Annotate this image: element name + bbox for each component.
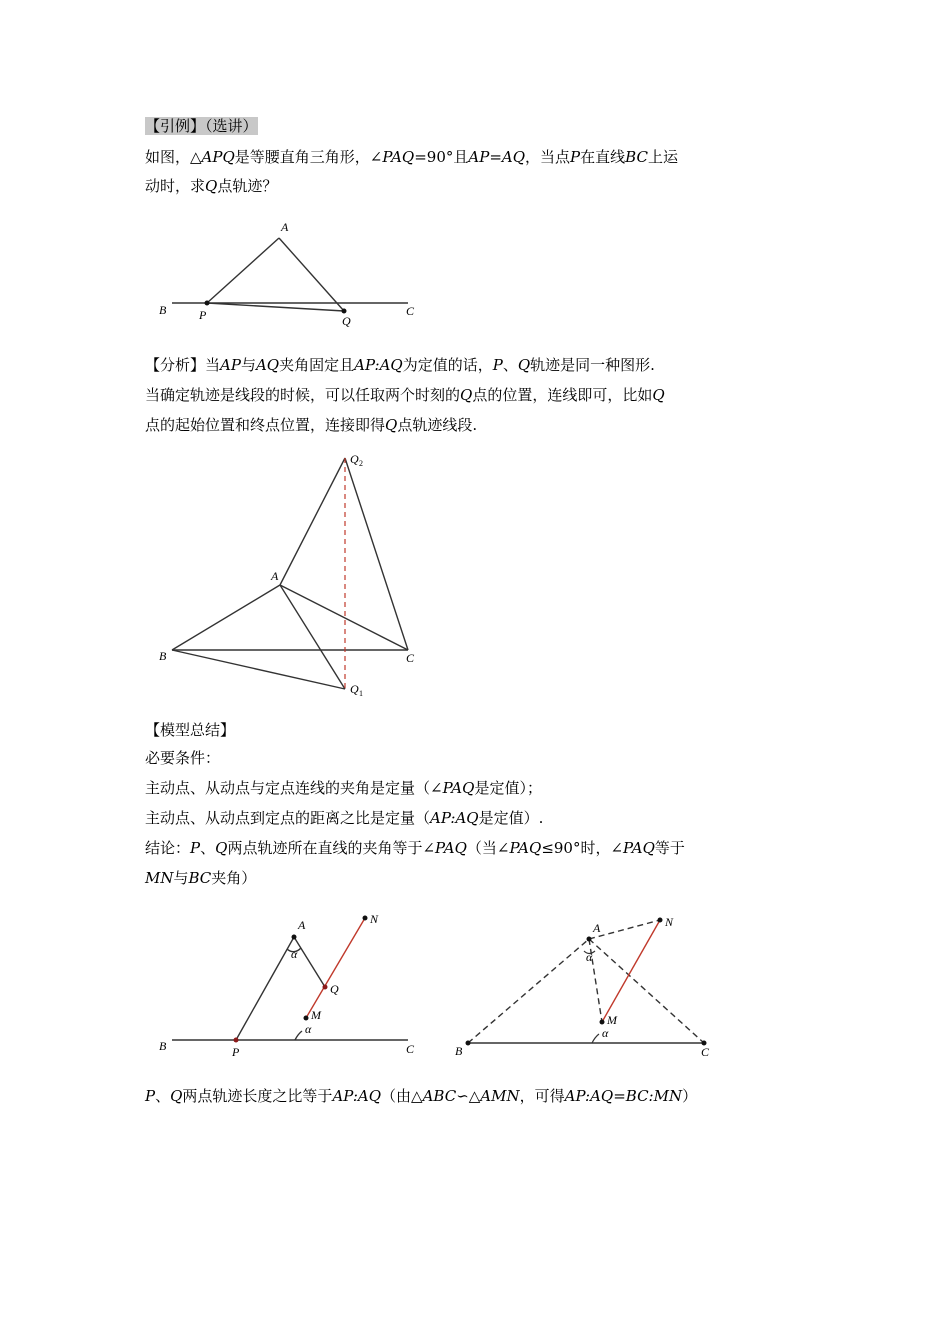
text-analysis-l3b: 点轨迹线段. [397,416,478,434]
text-intro-q: Q [205,177,218,195]
intro-text-line-2 [145,176,277,196]
text-summary-c2b: 是定值）. [478,809,544,827]
text-intro-p1d: = [489,148,502,166]
text-analysis-l1c: 夹角固定且 [279,356,355,374]
text-summary-p: P [190,839,201,857]
text-summary-r1f: 等于 [654,839,685,857]
text-analysis-q: Q [652,386,665,404]
label-q: Q [330,982,339,996]
label-n: N [665,915,674,929]
text-summary-r2a: 与 [173,869,189,887]
text-summary-paq: PAQ [435,839,467,857]
text-summary-r1e: ≤90°时，∠ [541,839,624,857]
text-summary-r1c: 两点轨迹所在直线的夹角等于∠ [227,839,436,857]
text-summary-cond: 必要条件： [145,749,221,767]
text-intro-p2a: 动时，求 [145,177,206,195]
text-analysis-l1a: 【分析】当 [145,356,221,374]
text-summary-paq: PAQ [509,839,542,857]
label-c: C [406,1042,415,1056]
text-analysis-l2b: 点的位置，连线即可，比如 [472,386,653,404]
text-summary-f2: 两点轨迹长度之比等于 [182,1087,333,1105]
label-m: M [311,1008,321,1022]
text-summary-mn: MN [145,869,174,887]
text-summary-q: Q [170,1087,183,1105]
text-analysis-l2a: 当确定轨迹是线段的时候，可以任取两个时刻的 [145,386,461,404]
label-alpha-a: α [586,950,593,964]
label-c: C [406,304,415,318]
text-summary-q: Q [215,839,228,857]
text-summary-f6: ） [682,1087,698,1105]
text-intro-p2b: 点轨迹？ [217,177,278,195]
label-b: B [455,1044,463,1058]
intro-text-line-1 [145,147,678,167]
summary-result-line-1 [145,838,685,858]
text-analysis-l3a: 点的起始位置和终点位置，连接即得 [145,416,386,434]
text-analysis-l1e: 、 [502,356,518,374]
label-q1-sub: 1 [359,689,363,698]
text-summary-c1a: 主动点、从动点与定点连线的夹角是定量（∠ [145,779,443,797]
summary-condition-2 [145,808,543,828]
text-intro-p1c: =90°且 [414,148,469,166]
label-alpha-a: α [291,947,298,961]
label-a: A [281,220,289,234]
figure-2-trajectory [150,445,430,705]
label-q1: Q [350,682,359,696]
text-summary-paq: PAQ [623,839,655,857]
text-intro-aq: AQ [501,148,526,166]
text-analysis-l1b: 与 [240,356,256,374]
text-summary-c1b: 是定值）； [474,779,542,797]
intro-heading [145,116,258,136]
text-analysis-q: Q [385,416,398,434]
summary-result-line-2 [145,868,256,888]
summary-heading [145,720,235,740]
text-intro-p1b: 是等腰直角三角形，∠ [234,148,383,166]
text-intro-bc: BC [625,148,648,166]
text-summary-r2b: 夹角） [211,869,257,887]
text-intro-p1a: 如图，△ [145,148,202,166]
text-analysis-q: Q [517,356,531,374]
analysis-line-3 [145,415,477,435]
label-c: C [406,651,415,665]
label-q2: Q [350,452,359,466]
label-a: A [271,569,279,583]
text-summary-f4: ∽△ [456,1087,481,1105]
label-alpha-bc: α [305,1022,312,1036]
text-intro-p1g: 上运 [647,148,678,166]
text-summary-abc: ABC [422,1087,457,1105]
text-intro-ap: AP [468,148,490,166]
text-summary-f1: 、 [155,1087,171,1105]
text-analysis-l1d: 为定值的话， [402,356,493,374]
figure-1-triangle-apq [150,215,440,335]
text-summary-f5: ，可得 [519,1087,565,1105]
text-summary-p: P [145,1087,156,1105]
text-summary-eq: AP:AQ=BC:MN [564,1087,683,1105]
label-q2-sub: 2 [359,459,363,468]
text-summary-r1d: （当∠ [466,839,510,857]
text-intro-p1e: ，当点 [525,148,571,166]
text-summary-amn: AMN [480,1087,520,1105]
label-p: P [232,1045,240,1059]
figure-3-left-model [150,905,430,1065]
label-b: B [159,649,167,663]
text-analysis-ap: AP [220,356,241,374]
text-summary-f3: （由△ [381,1087,423,1105]
label-b: B [159,303,167,317]
text-intro-p: P [570,148,581,166]
text-summary-r1b: 、 [200,839,216,857]
label-m: M [607,1013,617,1027]
text-intro-heading: 【引例】（选讲） [145,117,258,135]
text-analysis-aq: AQ [255,356,280,374]
label-alpha-bc: α [602,1026,609,1040]
text-analysis-ratio: AP:AQ [354,356,403,374]
summary-condition-1 [145,778,542,798]
label-p: P [199,308,207,322]
text-analysis-p: P [492,356,503,374]
summary-condition-title [145,748,220,768]
figure-3-right-model [450,905,730,1065]
text-intro-apq: APQ [201,148,235,166]
label-n: N [370,912,379,926]
text-summary-heading: 【模型总结】 [145,721,236,739]
label-a: A [593,921,601,935]
text-summary-paq: PAQ [442,779,475,797]
text-summary-ratio: AP:AQ [430,809,479,827]
final-conclusion [145,1086,697,1106]
text-analysis-l1f: 轨迹是同一种图形. [530,356,655,374]
text-summary-ratio: AP:AQ [332,1087,382,1105]
text-summary-r1a: 结论： [145,839,191,857]
text-intro-paq: PAQ [382,148,415,166]
analysis-line-1 [145,355,655,375]
label-a: A [298,918,306,932]
analysis-line-2 [145,385,665,405]
text-intro-p1f: 在直线 [580,148,626,166]
label-q: Q [342,314,351,328]
label-b: B [159,1039,167,1053]
label-c: C [701,1045,710,1059]
text-summary-bc: BC [188,869,212,887]
text-analysis-q: Q [460,386,473,404]
text-summary-c2a: 主动点、从动点到定点的距离之比是定量（ [145,809,431,827]
